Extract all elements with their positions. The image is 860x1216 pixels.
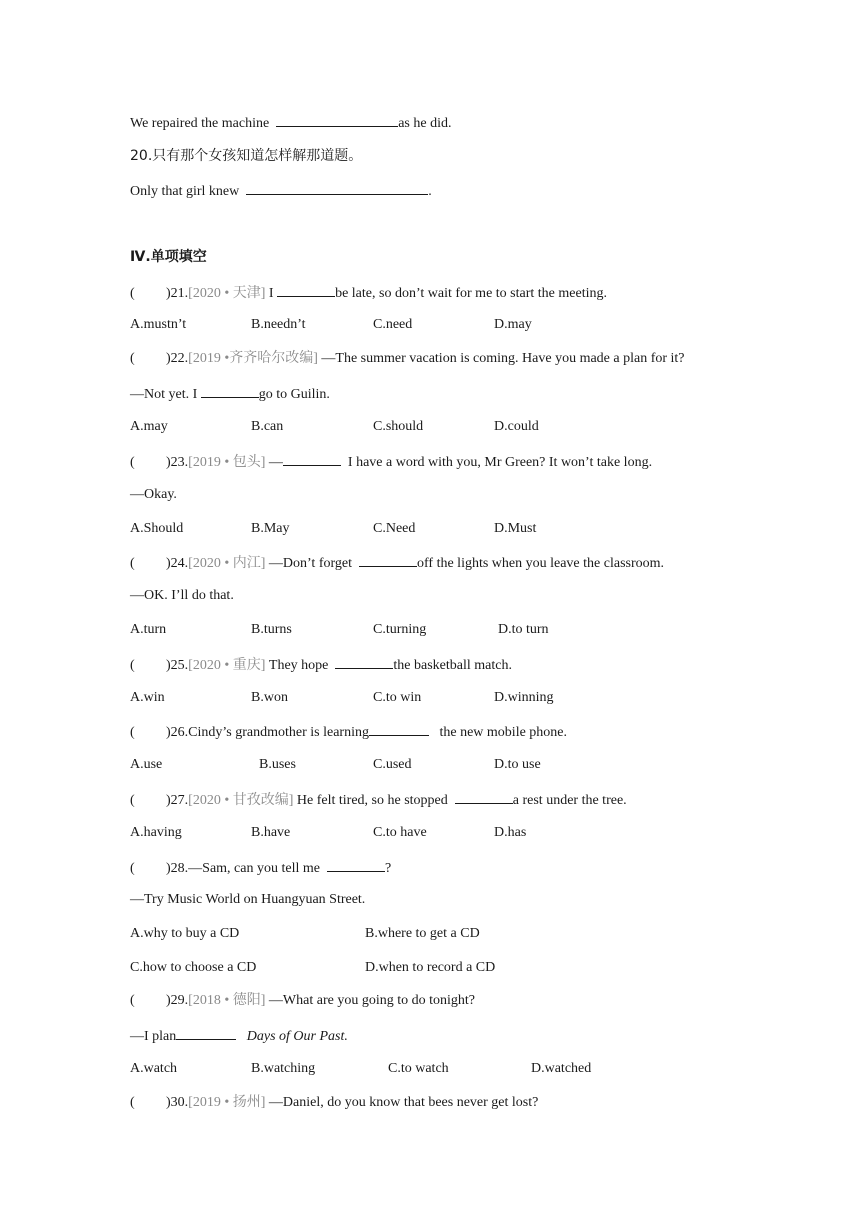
question-29 (130, 992, 475, 1010)
question-26 (130, 722, 567, 742)
question-number: )26. (166, 725, 189, 740)
option-a: A.may (130, 419, 168, 434)
option-c: C.Need (373, 521, 416, 536)
question-number: )22. (166, 351, 189, 366)
question-number: )23. (166, 455, 189, 470)
answer-blank (283, 452, 341, 466)
question-text: off the lights when you leave the classroom. (417, 556, 665, 571)
option-d: D.has (494, 825, 527, 840)
question-22-line2 (130, 384, 330, 404)
answer-paren: ( (130, 993, 135, 1008)
question-text: —Don’t forget (268, 556, 352, 571)
option-a: A.win (130, 690, 165, 705)
question-21 (130, 283, 607, 303)
sentence-line (130, 113, 451, 133)
answer-blank (327, 858, 385, 872)
answer-paren: ( (130, 556, 135, 571)
option-c: C.should (373, 419, 424, 434)
section-title: Ⅳ.单项填空 (130, 249, 207, 265)
question-20-chinese: 20.只有那个女孩知道怎样解那道题。 (130, 148, 363, 164)
answer-paren: ( (130, 455, 135, 470)
question-text: ? (384, 861, 392, 876)
answer-blank (455, 790, 513, 804)
option-c: C.need (373, 317, 413, 332)
option-a: A.watch (130, 1061, 178, 1076)
option-d: D.to use (494, 757, 541, 772)
question-text: I have a word with you, Mr Green? It won’t take long. (347, 455, 653, 470)
option-b: B.uses (259, 757, 296, 772)
option-b: B.needn’t (251, 317, 306, 332)
question-text: —What are you going to do tonight? (268, 993, 475, 1008)
question-text: They hope (268, 658, 329, 673)
question-number: )25. (166, 658, 189, 673)
question-text: Cindy’s grandmother is learning (188, 725, 369, 740)
answer-paren: ( (130, 861, 135, 876)
question-text: —Not yet. I (130, 387, 198, 402)
question-29-line2 (130, 1026, 348, 1046)
question-text: —I plan (130, 1029, 177, 1044)
option-a: A.mustn’t (130, 317, 187, 332)
question-source: [2020 • 天津] (188, 286, 266, 301)
option-d: D.could (494, 419, 539, 434)
question-20-line (130, 181, 432, 201)
answer-blank (246, 181, 428, 195)
option-c: C.to watch (388, 1061, 449, 1076)
option-b: B.can (251, 419, 284, 434)
question-source: [2019 • 扬州] (188, 1095, 266, 1110)
question-source: [2019 •齐齐哈尔改编] (188, 351, 318, 366)
option-a: A.use (130, 757, 163, 772)
option-d: D.winning (494, 690, 554, 705)
option-a: A.Should (130, 521, 184, 536)
question-22 (130, 350, 685, 368)
question-number: )24. (166, 556, 189, 571)
option-d: D.may (494, 317, 532, 332)
sentence-text: . (428, 184, 432, 199)
question-25 (130, 655, 512, 675)
option-b: B.May (251, 521, 290, 536)
answer-blank (201, 384, 259, 398)
option-d: D.watched (531, 1061, 592, 1076)
option-b: B.watching (251, 1061, 316, 1076)
question-text: —Sam, can you tell me (188, 861, 320, 876)
question-text: He felt tired, so he stopped (296, 793, 448, 808)
question-number: )30. (166, 1095, 189, 1110)
option-a: A.why to buy a CD (130, 926, 240, 941)
option-c: C.to have (373, 825, 427, 840)
question-number: )21. (166, 286, 189, 301)
answer-paren: ( (130, 793, 135, 808)
question-23-line2: —Okay. (130, 487, 177, 502)
answer-blank (276, 113, 398, 127)
question-source: [2020 • 内江] (188, 556, 266, 571)
answer-paren: ( (130, 658, 135, 673)
question-source: [2018 • 德阳] (188, 993, 266, 1008)
answer-paren: ( (130, 1095, 135, 1110)
option-c: C.used (373, 757, 412, 772)
answer-blank (359, 553, 417, 567)
question-text: — (268, 455, 283, 470)
option-a: A.turn (130, 622, 167, 637)
answer-blank (176, 1026, 236, 1040)
answer-paren: ( (130, 725, 135, 740)
question-27 (130, 790, 627, 810)
question-number: )27. (166, 793, 189, 808)
option-c: C.how to choose a CD (130, 960, 257, 975)
question-text: —Daniel, do you know that bees never get lost? (268, 1095, 539, 1110)
sentence-text: We repaired the machine (130, 116, 270, 131)
question-source: [2020 • 重庆] (188, 658, 266, 673)
option-d: D.when to record a CD (365, 960, 496, 975)
title-text: Days of Our Past. (246, 1029, 348, 1044)
answer-blank (335, 655, 393, 669)
option-b: B.won (251, 690, 288, 705)
sentence-text: Only that girl knew (130, 184, 240, 199)
option-b: B.where to get a CD (365, 926, 480, 941)
question-text: the basketball match. (393, 658, 512, 673)
question-28-line2: —Try Music World on Huangyuan Street. (130, 892, 366, 907)
answer-blank (369, 722, 429, 736)
question-text: I (268, 286, 274, 301)
question-23 (130, 452, 652, 472)
option-a: A.having (130, 825, 182, 840)
question-source: [2019 • 包头] (188, 455, 266, 470)
question-30 (130, 1094, 538, 1112)
question-text: —The summer vacation is coming. Have you made a plan for it? (321, 351, 685, 366)
question-text: be late, so don’t wait for me to start the meeting. (335, 286, 607, 301)
option-b: B.have (251, 825, 291, 840)
answer-blank (277, 283, 335, 297)
question-source: [2020 • 甘孜改编] (188, 793, 294, 808)
sentence-text: as he did. (398, 116, 452, 131)
answer-paren: ( (130, 351, 135, 366)
option-b: B.turns (251, 622, 292, 637)
question-24 (130, 553, 664, 573)
question-number: )28. (166, 861, 189, 876)
question-text: the new mobile phone. (439, 725, 568, 740)
question-text: a rest under the tree. (512, 793, 627, 808)
question-number: )29. (166, 993, 189, 1008)
question-24-line2: —OK. I’ll do that. (130, 588, 234, 603)
option-d: D.Must (494, 521, 537, 536)
question-28 (130, 858, 391, 878)
question-text: go to Guilin. (258, 387, 330, 402)
option-c: C.to win (373, 690, 422, 705)
answer-paren: ( (130, 286, 135, 301)
option-c: C.turning (373, 622, 427, 637)
option-d: D.to turn (498, 622, 549, 637)
